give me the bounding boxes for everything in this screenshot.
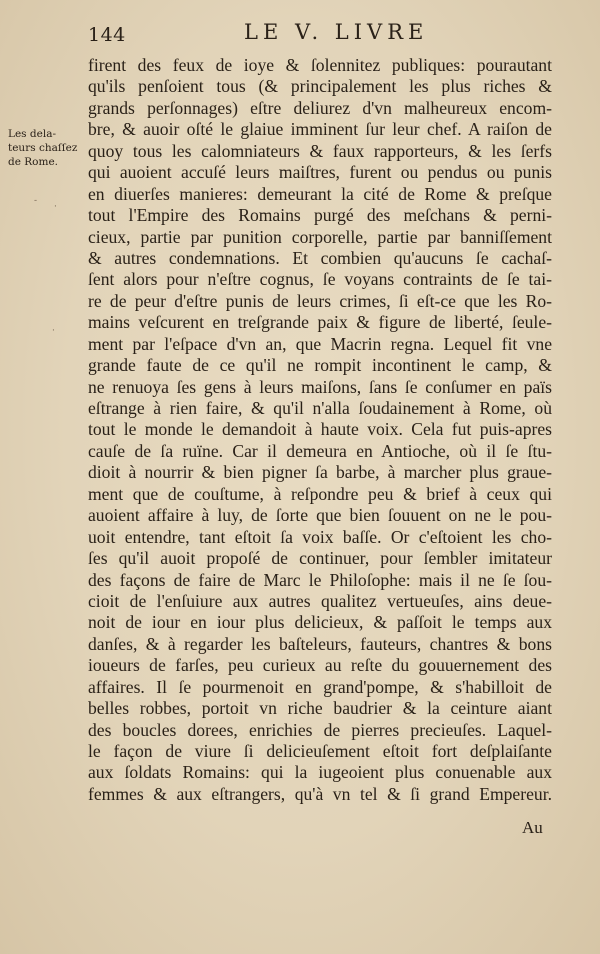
text-line: aux ſoldats Romains: qui la iugeoient plus conuenable aux [88, 762, 552, 783]
text-line: ſent alors pour n'eſtre cognus, ſe voyans contraints de ſe tai- [88, 269, 552, 290]
text-line: mains veſcurent en treſgrande paix & figure de liberté, ſeule- [88, 312, 552, 333]
text-line: danſes, & à regarder les baſteleurs, fauteurs, chantres & bons [88, 633, 552, 654]
text-line: femmes & aux eſtrangers, qu'à vn tel & ſi grand Empereur. [88, 783, 552, 804]
page-number: 144 [88, 24, 126, 46]
text-line: ioueurs de farſes, peu curieux au reſte du gouuernement des [88, 655, 552, 676]
margin-note-line: Les dela- [8, 128, 57, 140]
text-line: firent des feux de ioye & ſolennitez publiques: pourautant [88, 55, 552, 75]
text-line: eſtrange à rien faire, & qu'il n'alla ſoudainement à Rome, où [88, 398, 552, 418]
text-line: cieux, partie par punition corporelle, partie par banniſſement [88, 226, 552, 247]
text-line: des boucles dorees, enrichies de pierres precieuſes. Laquel- [88, 719, 552, 740]
text-line: cioit de l'enſuiure aux autres qualitez vertueuſes, ains deue- [88, 590, 552, 611]
text-line: uoit entendre, tant eſtoit ſa voix baſſe. Or c'eſtoient les cho- [88, 526, 552, 547]
paper-speck: - [34, 196, 38, 206]
text-line: re de peur d'eſtre punis de leurs crimes, ſi eſt-ce que les Ro- [88, 290, 552, 311]
paper-speck: · [52, 326, 55, 336]
page-header [0, 18, 600, 48]
text-line: quoy tous les calomniateurs & faux rapporteurs, & les ſerfs [88, 140, 552, 161]
text-line: ne renuoya ſes gens à leurs maiſons, ſans ſe conſumer en païs [88, 376, 552, 397]
margin-note-line: teurs chaſſez [8, 142, 78, 154]
text-line: ment que de couſtume, à reſpondre peu & brief à ceux qui [88, 483, 552, 504]
text-line: bre, & auoir oſté le glaiue imminent ſur leur chef. A raiſon de [88, 119, 552, 140]
text-line: des façons de faire de Marc le Philoſophe: mais il ne ſe ſou- [88, 569, 552, 590]
margin-note [8, 127, 88, 169]
text-line: qu'ils penſoient tous (& principalement les plus riches & [88, 76, 552, 97]
margin-note-line: de Rome. [8, 156, 59, 168]
text-line: le façon de viure ſi delicieuſement eſtoit fort deſplaiſante [88, 741, 552, 761]
text-line: belles robbes, portoit vn riche baudrier & la ceinture aiant [88, 698, 552, 719]
text-line: noit de iour en iour plus delicieux, & paſſoit le temps aux [88, 612, 552, 633]
text-line: grands perſonnages) eſtre deliurez d'vn malheureux encom- [88, 97, 552, 118]
text-line: tout l'Empire des Romains purgé des meſchans & perni- [88, 205, 552, 226]
text-line: qui auoient accuſé leurs maiſtres, furent ou pendus ou punis [88, 162, 552, 183]
running-head: LE V. LIVRE [244, 20, 429, 44]
body-text [88, 55, 558, 805]
text-line: tout le monde le demandoit à haute voix. Cela fut puis-apres [88, 419, 552, 440]
text-line: dioit à nourrir & bien pigner ſa barbe, à marcher plus graue- [88, 462, 552, 483]
text-line: auoient affaire à luy, de ſorte que bien ſouuent on ne le pou- [88, 505, 552, 526]
text-line: & autres condemnations. Et combien qu'aucuns ſe cachaſ- [88, 247, 552, 268]
text-line: grande faute de ce qu'il ne rompit incontinent le camp, & [88, 355, 552, 376]
text-line: affaires. Il ſe pourmenoit en grand'pompe, & s'habilloit de [88, 676, 552, 697]
text-line: ment par l'eſpace d'vn an, que Macrin regna. Lequel fit vne [88, 333, 552, 354]
text-line: en diuerſes manieres: demeurant la cité de Rome & preſque [88, 183, 552, 204]
text-line: cauſe de ſa ruïne. Car il demeura en Antioche, où il ſe ſtu- [88, 440, 552, 461]
text-line: ſes qu'il auoit propoſé de continuer, pour ſembler imitateur [88, 548, 552, 569]
paper-speck: · [54, 202, 57, 212]
catchword: Au [522, 818, 543, 837]
